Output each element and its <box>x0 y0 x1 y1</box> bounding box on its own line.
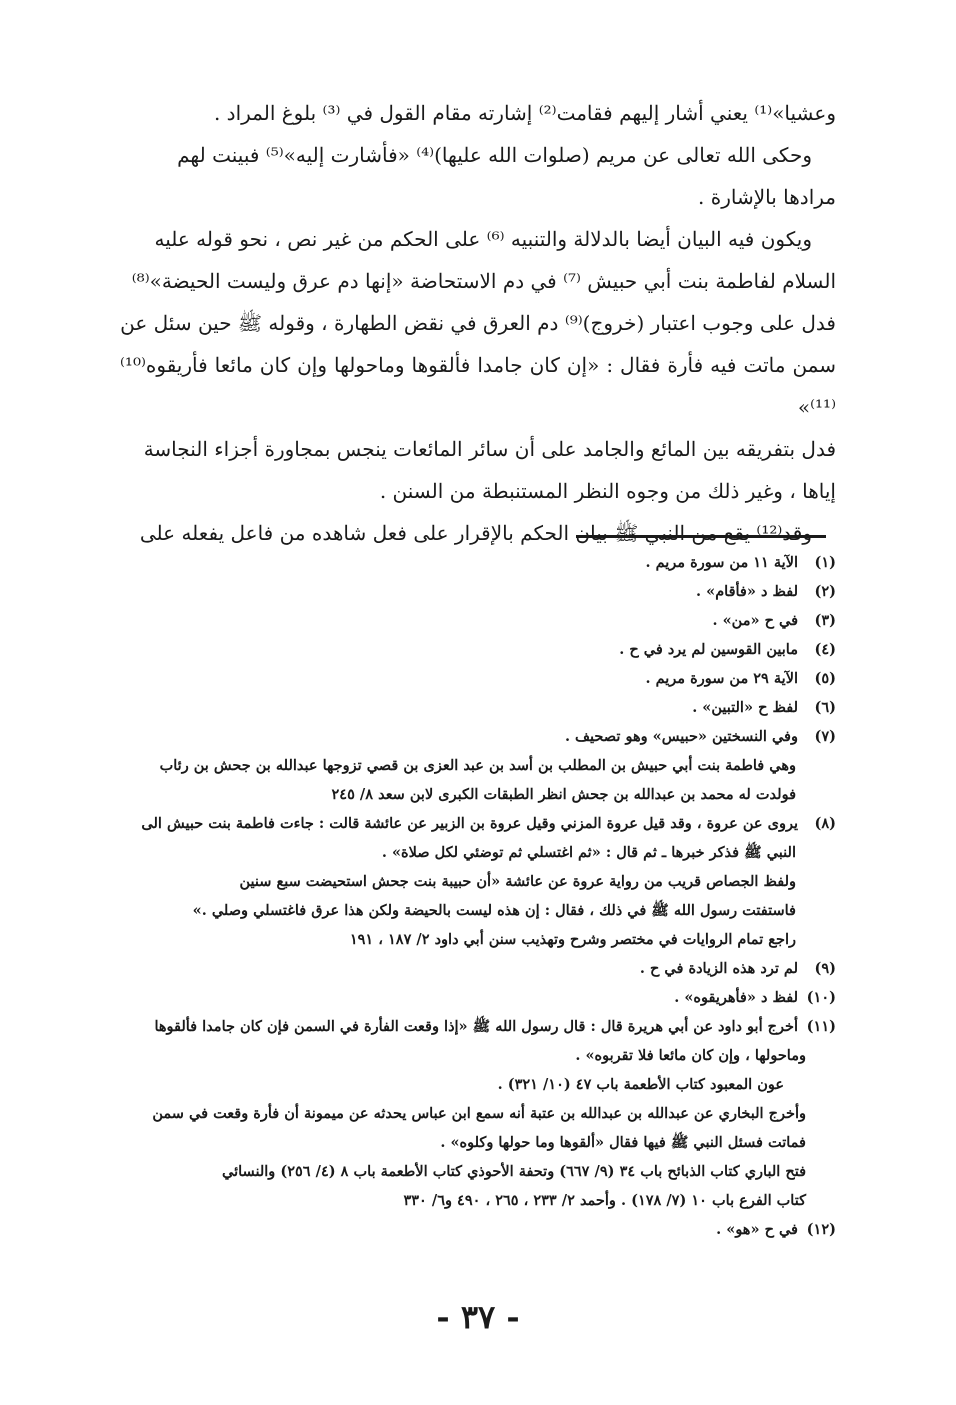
footnote-5 <box>96 664 836 693</box>
footnote-text: لم ترد هذه الزيادة في ح . <box>639 960 798 977</box>
footnote-4 <box>96 635 836 664</box>
footnote-11-continued: فتح الباري كتاب الذبائح باب ٣٤ (٩/ ٦٦٧) وتحفة الأحوذي كتاب الأطعمة باب ٨ (٤/ ٢٥٦) والنسائي <box>221 1163 806 1180</box>
body-line: وحكى الله تعالى عن مريم (صلوات الله عليها)⁽⁴⁾ «فأشارت إليه»⁽⁵⁾ فبينت لهم <box>177 143 812 167</box>
footnote-10 <box>96 983 836 1012</box>
footnote-11-continued: وأخرج البخاري عن عبدالله بن عبدالله بن عتبة أنه سمع ابن عباس يحدثه عن ميمونة أن فأرة وقعت في سمن <box>152 1105 806 1122</box>
footnote-6 <box>96 693 836 722</box>
footnote-12 <box>96 1215 836 1244</box>
footnote-11-continued: كتاب الفرع باب ١٠ (٧/ ١٧٨) . وأحمد ٢/ ٢٣٣ ، ٢٦٥ ، ٤٩٠ و٦/ ٣٣٠ <box>403 1192 806 1209</box>
body-line: وقد⁽¹²⁾ يقع من النبي ﷺ بيان الحكم بالإقرار على فعل شاهده من فاعل يفعله على <box>139 521 812 545</box>
footnote-text: مابين القوسين لم يرد في ح . <box>619 641 798 658</box>
body-line: إياها ، وغير ذلك من وجوه النظر المستنبطة من السنن . <box>379 479 836 503</box>
footnote-text: في ح «من» . <box>712 612 798 629</box>
footnote-number: (١٠) <box>806 989 836 1006</box>
footnote-11-continued: وماحولها ، وإن كان مائعا فلا تقربوه» . <box>575 1047 806 1064</box>
footnote-text: لفظ د «فأهريقوه» . <box>674 989 798 1006</box>
body-line: سمن ماتت فيه فأرة فقال : «إن كان جامدا فألقوها وماحولها وإن كان مائعا فأريقوه⁽¹⁰⁾ ⁽¹¹⁾» <box>120 353 836 419</box>
footnote-3 <box>96 606 836 635</box>
footnote-8-continued: راجع تمام الروايات في مختصر وشرح وتهذيب سنن أبي داود ٢/ ١٨٧ ، ١٩١ <box>349 931 796 948</box>
footnote-number: (٨) <box>814 815 836 832</box>
footnotes <box>96 548 836 1244</box>
footnote-text: لفظ د «فأقام» . <box>696 583 798 600</box>
body-line: السلام لفاطمة بنت أبي حبيش ⁽⁷⁾ في دم الاستحاضة «إنها دم عرق وليست الحيضة»⁽⁸⁾ <box>131 269 836 293</box>
footnote-number: (٧) <box>814 728 836 745</box>
page-number: - ٣٧ - <box>436 1298 520 1336</box>
footnote-text: الآية ١١ من سورة مريم . <box>645 554 798 571</box>
footnote-9 <box>96 954 836 983</box>
footnote-11-continued: عون المعبود كتاب الأطعمة باب ٤٧ (١٠/ ٣٢١) . <box>497 1076 784 1093</box>
footnote-number: (١٢) <box>806 1221 836 1238</box>
body-line: مرادها بالإشارة . <box>698 185 836 209</box>
footnote-1 <box>96 548 836 577</box>
footnote-8-continued: النبي ﷺ فذكر خبرها ـ ثم قال : «ثم اغتسلي ثم توضئي لكل صلاة» . <box>381 844 796 861</box>
footnote-8 <box>96 809 836 838</box>
footnote-text: أخرج أبو داود عن أبي هريرة قال : قال رسول الله ﷺ «إذا وقعت الفأرة في السمن فإن كان جامدا فألقوها <box>154 1018 798 1035</box>
body-line: ويكون فيه البيان أيضا بالدلالة والتنبيه ⁽⁶⁾ على الحكم من غير نص ، نحو قوله عليه <box>154 227 812 251</box>
footnote-number: (٩) <box>814 960 836 977</box>
footnote-text: وفي النسختين «حبيس» وهو تصحيف . <box>564 728 798 745</box>
main-text <box>120 92 836 554</box>
footnote-number: (٤) <box>814 641 836 658</box>
footnote-number: (٥) <box>814 670 836 687</box>
footnote-11-continued: فماتت فسئل النبي ﷺ فيها فقال «ألقوها وما حولها وكلوه» . <box>440 1134 806 1151</box>
footnote-7-continued: وهي فاطمة بنت أبي حبيش بن المطلب بن أسد بن عبد العزى بن قصي تزوجها عبدالله بن جحش بن رئاب <box>159 757 796 774</box>
footnote-text: لفظ ح «التبين» . <box>692 699 798 716</box>
footnote-number: (١١) <box>806 1018 836 1035</box>
footnote-number: (١) <box>814 554 836 571</box>
footnote-number: (٢) <box>814 583 836 600</box>
footnote-11 <box>96 1012 836 1041</box>
footnote-8-continued: فاستفتت رسول الله ﷺ في ذلك ، فقال : إن هذه ليست بالحيضة ولكن هذا عرق فاغتسلي وصلي .» <box>192 902 796 919</box>
footnote-text: الآية ٢٩ من سورة مريم . <box>645 670 798 687</box>
body-line: فدل بتفريقه بين المائع والجامد على أن سائر المائعات ينجس بمجاورة أجزاء النجاسة <box>143 437 836 461</box>
body-line: وعشيا»⁽¹⁾ يعني أشار إليهم فقامت⁽²⁾ إشارته مقام القول في ⁽³⁾ بلوغ المراد . <box>213 101 836 125</box>
footnote-8-continued: ولفظ الجصاص قريب من رواية عروة عن عائشة «أن حبيبة بنت جحش استحيضت سبع سنين <box>239 873 796 890</box>
footnote-text: في ح «هو» . <box>716 1221 798 1238</box>
body-line: فدل على وجوب اعتبار (خروج)⁽⁹⁾ دم العرق في نقض الطهارة ، وقوله ﷺ حين سئل عن <box>120 311 836 335</box>
footnote-7-continued: فولدت له محمد بن عبدالله بن جحش انظر الطبقات الكبرى لابن سعد ٨/ ٢٤٥ <box>331 786 796 803</box>
footnote-7 <box>96 722 836 751</box>
footnote-number: (٣) <box>814 612 836 629</box>
footnote-text: يروى عن عروة ، وقد قيل عروة المزني وقيل عروة بن الزبير عن عائشة قالت : جاءت فاطمة بنت حبيش الى <box>141 815 798 832</box>
footnote-2 <box>96 577 836 606</box>
footnote-number: (٦) <box>814 699 836 716</box>
footnote-separator <box>576 535 826 538</box>
